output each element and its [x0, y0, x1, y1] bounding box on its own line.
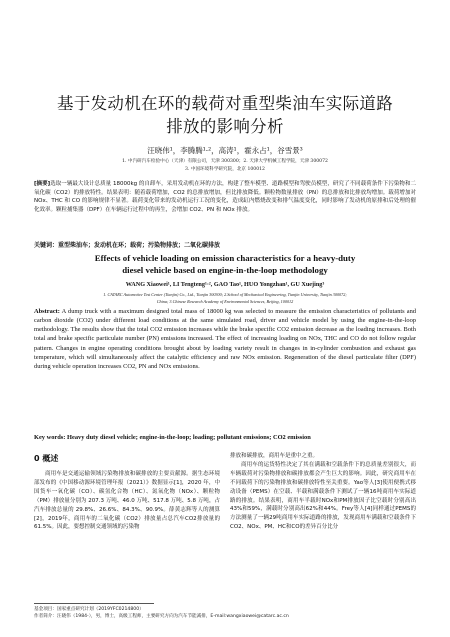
title-english-line2: diesel vehicle based on engine-in-the-loop methodology — [122, 265, 328, 275]
keywords-english — [34, 433, 416, 442]
affiliation-cn-line1: 1. 中汽研汽车检验中心（天津）有限公司，天津 300300；2. 天津大学机械工程学院，天津 300072 — [122, 159, 328, 164]
authors-english: WANG Xiaowei¹, LI Tengteng¹·², GAO Tao¹, HUO Yongzhan¹, GU Xuejing³ — [125, 281, 325, 288]
body-left-column — [34, 470, 220, 532]
title-english-line1: Effects of vehicle loading on emission characteristics for a heavy-duty — [94, 253, 356, 263]
keywords-chinese — [34, 241, 416, 250]
footnote — [34, 606, 434, 620]
authors-chinese: 汪晓伟¹，李腾腾¹·²，高涛¹，霍永占¹，谷雪景³ — [147, 146, 303, 155]
keywords-cn-text: 重型柴油车；发动机在环；载荷；污染物排放；二氧化碳排放 — [58, 242, 221, 249]
body-paragraph: 商用车的运货特性决定了其在满载和空载条件下的总质量差别很大，而车辆载荷对污染物排放和碳排放都会产生巨大的影响。因此，研究商用车在不同载荷下的污染物排放和碳排放特性至关重要。Yao等人[3]使用便携式移动设备（PEMS）在空载、半载和满载条件下测试了一辆16吨商用车实际道路的排放。结果表明，商用车半载时NOx和PM排放因子比空载时分别高出43%和59%，满载时分别高出62%和44%。Frey等人[4]同样通过PEMS的方法测量了一辆29吨商用车实际道路的排放，发现商用车满载和空载条件下CO2、NOx、PM、HC和CO的差异百分比分 — [230, 461, 416, 531]
title-english — [20, 252, 430, 276]
section-heading-overview: 0 概述 — [34, 454, 59, 463]
abstract-en-text: A dump truck with a maximum designed total mass of 18000 kg was selected to measure the emission characteristics of pollutants and carbon dioxide (CO2) under different load conditions at the same simulated road, driver and vehicle model by using the engine-in-the-loop methodology. The results show that the total CO2 emission increases while the brake specific CO2 emission decrease as the loading increases. Both total and brake specific particulate number (PN) emissions increased. The effect of increasing loading on NOx, THC and CO do not follow regular pattern. Changes in engine operating conditions brought about by loading variety result in changes in in-cylinder combustion and exhaust gas temperature, which will simultaneously affect the catalytic efficiency and raw NOx emission. Regeneration of the diesel particulate filter (DPF) during vehicle operation increases CO2, PN and NOx emissions. — [34, 308, 416, 370]
title-chinese — [20, 92, 430, 138]
affiliations-english — [36, 292, 414, 305]
title-chinese-line1: 基于发动机在环的载荷对重型柴油车实际道路 — [57, 94, 393, 113]
footnote-author-bio: 作者简介：汪晓伟（1984-），男，博士，高级工程师，主要研究方向为汽车节能减排，E-mail:wangxiaowei@catarc.ac.cn — [34, 614, 289, 619]
footnote-divider — [34, 603, 154, 604]
body-paragraph: 商用车是交通运输领域污染物排放和碳排放的主要贡献源。据生态环境部发布的《中国移动源环境管理年报（2021）》数据显示[1]，2020 年，中国货车一氧化碳（CO）、碳氢化合物（HC）、氮氧化物（NOx）、颗粒物（PM）排放量分别为 207.3 万吨、46.0 万吨、517.8 万吨、5.8 万吨，占汽车排放总量的 29.8%、26.6%、84.3%、90.9%。薛黄志辉等人的测算[2]，2019年，商用车的二氧化碳（CO2）排放量占总汽车CO2排放量的61.5%。因此，要想控制交通领域的污染物 — [34, 471, 220, 531]
affiliation-en-line1: 1. CATARC Automotive Test Center (Tianjin) Co., Ltd., Tianjin 300300; 2.School of Mechanical Engineering, Tianjin University, Tianjin 300072; — [103, 292, 347, 297]
abstract-english — [34, 307, 416, 371]
affiliations-chinese — [30, 158, 420, 173]
body-right-column — [230, 452, 416, 532]
body-paragraph-continued: 排放和碳排放，商用车是重中之重。 — [230, 453, 319, 459]
affiliation-cn-line2: 3. 中国环境科学研究院，北京 100012 — [185, 166, 265, 172]
keywords-en-text: Heavy duty diesel vehicle; engine-in-the-loop; loading; pollutant emissions; CO2 emission — [67, 434, 311, 441]
abstract-cn-text: 选取一辆最大设计总质量 18000kg 的自卸车，采用发动机在环的方法，构建了整车模型、道路模型和驾驶员模型，研究了不同载荷条件下污染物和二氧化碳（CO2）的排放特性。结果表明：随着载荷增加，CO2 的总排放增加，但比排放降低。颗粒物数量排放（PN）的总排放和比排放均增加。载荷增加对 NOx、THC 和 CO 的影响规律不显著。载荷变化带来的发动机运行工况的变化，造成缸内燃烧改变和排气温度变化，同时影响了发动机的原排和后处理的催化效率。颗粒捕集器（DPF）在车辆运行过程中的再生，会增加 CO2、PN 和 NOx 排放。 — [34, 181, 416, 214]
abstract-cn-label: [摘要] — [34, 181, 51, 187]
footnote-funding: 基金项目：国家重点研究计划（2019YFC0214800） — [34, 607, 144, 612]
affiliation-en-line2: China; 3.Chinese Research Academy of Environmental Sciences, Beijing, 100012 — [156, 298, 294, 304]
title-chinese-line2: 排放的影响分析 — [166, 117, 284, 136]
keywords-en-label: Key words: — [34, 434, 66, 441]
abstract-chinese — [34, 180, 416, 215]
keywords-cn-label: 关键词： — [34, 242, 59, 249]
abstract-en-label: Abstract: — [34, 308, 60, 315]
